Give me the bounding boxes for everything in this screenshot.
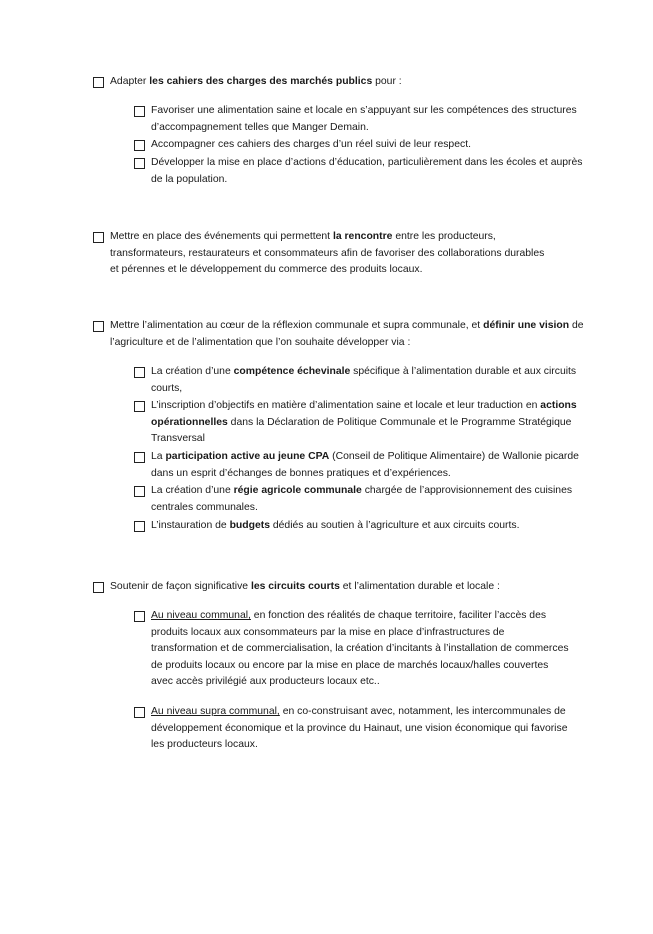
checkbox[interactable] — [93, 582, 104, 593]
checkbox[interactable] — [134, 452, 145, 463]
text-run: spécifique à l’alimentation durable et aux circuits courts, — [151, 366, 577, 394]
checkbox[interactable] — [134, 401, 145, 412]
sub-item-text — [151, 103, 591, 136]
checkbox[interactable] — [93, 77, 104, 88]
sub-item-text — [151, 704, 571, 754]
checkbox[interactable] — [134, 521, 145, 532]
bold-text: définir une vision — [483, 320, 570, 331]
bold-text: actions opérationnelles — [151, 400, 577, 428]
sub-item-text — [151, 155, 591, 188]
underlined-text: Au niveau communal, — [151, 610, 251, 621]
text-run: (Conseil de Politique Alimentaire) de Wallonie picarde dans un esprit d’échanges de bonnes pratiques et d’expériences. — [151, 451, 579, 479]
section-item-text — [110, 74, 590, 91]
checkbox[interactable] — [134, 158, 145, 169]
text-run: entre les producteurs, transformateurs, restaurateurs et consommateurs afin de favoriser des collaborations durables et pérennes et le développement du commerce des produits locaux. — [110, 231, 545, 275]
section-item-text — [110, 318, 590, 351]
sub-item-text — [151, 608, 571, 691]
checkbox[interactable] — [134, 140, 145, 151]
bold-text: les cahiers des charges des marchés publics — [149, 76, 373, 87]
text-run: La création d’une — [151, 485, 234, 496]
bold-text: participation active au jeune CPA — [165, 451, 330, 462]
text-run: Accompagner ces cahiers des charges d’un réel suivi de leur respect. — [151, 139, 471, 150]
text-run: Développer la mise en place d’actions d’éducation, particulièrement dans les écoles et auprès de la population. — [151, 157, 583, 185]
text-run: en co-construisant avec, notamment, les intercommunales de développement économique et la province du Hainaut, une vision économique qui favorise les producteurs locaux. — [151, 706, 568, 750]
text-run: dédiés au soutien à l’agriculture et aux circuits courts. — [269, 520, 520, 531]
bold-text: budgets — [229, 520, 270, 531]
bold-text: la rencontre — [332, 231, 393, 242]
sub-item-text — [151, 364, 591, 397]
checkbox[interactable] — [134, 707, 145, 718]
text-run: Mettre en place des événements qui permettent — [110, 231, 333, 242]
text-run: en fonction des réalités de chaque territoire, faciliter l’accès des produits locaux aux consommateurs par la mise en place d’infrastructures de transformation et de commercialisation, la création d’incitants à l’installation de commerces de produits locaux ou encore par la mise en place de marchés locaux/halles couvertes avec accès privilégié aux producteurs locaux etc.. — [151, 610, 569, 687]
text-run: et l’alimentation durable et locale : — [339, 581, 500, 592]
section-item-text — [110, 579, 590, 596]
checkbox[interactable] — [134, 486, 145, 497]
sub-item-text — [151, 398, 591, 448]
section-item-text — [110, 229, 550, 279]
text-run: de l’agriculture et de l’alimentation que l’on souhaite développer via : — [110, 320, 584, 348]
bold-text: régie agricole communale — [233, 485, 362, 496]
sub-item-text — [151, 518, 591, 535]
text-run: Soutenir de façon significative — [110, 581, 251, 592]
sub-item-text — [151, 449, 591, 482]
text-run: dans la Déclaration de Politique Communale et le Programme Stratégique Transversal — [151, 416, 572, 444]
text-run: Favoriser une alimentation saine et locale en s’appuyant sur les compétences des structures d’accompagnement telles que Manger Demain. — [151, 105, 577, 133]
underlined-text: Au niveau supra communal, — [151, 706, 280, 717]
checkbox[interactable] — [93, 232, 104, 243]
bold-text: compétence échevinale — [233, 366, 351, 377]
checkbox[interactable] — [134, 106, 145, 117]
text-run: chargée de l’approvisionnement des cuisines centrales communales. — [151, 485, 573, 513]
bold-text: les circuits courts — [250, 581, 340, 592]
checkbox[interactable] — [134, 367, 145, 378]
text-run: Mettre l’alimentation au cœur de la réflexion communale et supra communale, et — [110, 320, 484, 331]
text-run: L’inscription d’objectifs en matière d’alimentation saine et locale et leur traduction en — [151, 400, 541, 411]
text-run: La — [151, 451, 166, 462]
sub-item-text — [151, 137, 591, 154]
text-run: L’instauration de — [151, 520, 230, 531]
sub-item-text — [151, 483, 591, 516]
text-run: pour : — [372, 76, 402, 87]
checkbox[interactable] — [134, 611, 145, 622]
checkbox[interactable] — [93, 321, 104, 332]
text-run: La création d’une — [151, 366, 234, 377]
text-run: Adapter — [110, 76, 150, 87]
